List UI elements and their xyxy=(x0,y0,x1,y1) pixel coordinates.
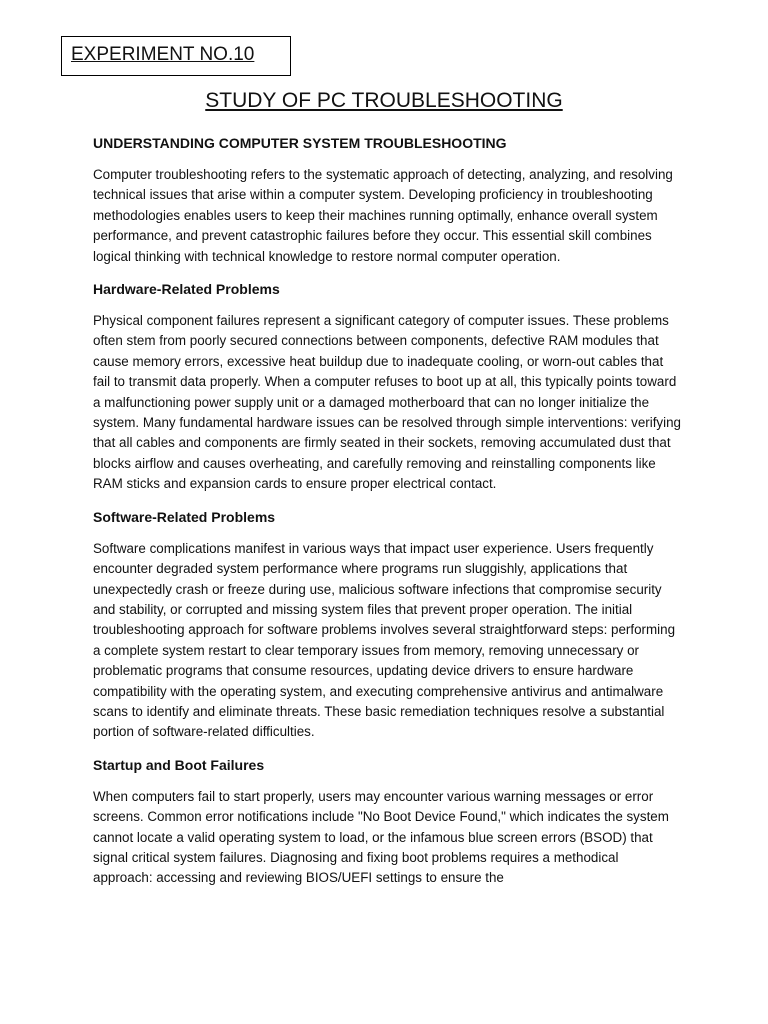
section-hardware xyxy=(93,279,681,495)
experiment-label: EXPERIMENT NO.10 xyxy=(71,44,255,65)
section-boot xyxy=(93,755,681,889)
experiment-label-box xyxy=(61,36,291,76)
section-paragraph: Software complications manifest in various ways that impact user experience. Users frequently encounter degraded system performance where programs run sluggishly, applications that unexpectedly crash or freeze during use, malicious software infections that compromise security and stability, or corrupted and missing system files that prevent proper operation. The initial troubleshooting approach for software problems involves several straightforward steps: performing a complete system restart to clear temporary issues from memory, removing unnecessary or problematic programs that consume resources, updating device drivers to ensure hardware compatibility with the operating system, and executing comprehensive antivirus and antimalware scans to identify and eliminate threats. These basic remediation techniques resolve a substantial portion of software-related difficulties. xyxy=(93,540,676,740)
section-software xyxy=(93,507,681,743)
section-paragraph: When computers fail to start properly, users may encounter various warning messages or error screens. Common error notifications include "No Boot Device Found," which indicates the system cannot locate a valid operating system to load, or the infamous blue screen errors (BSOD) that signal critical system failures. Diagnosing and fixing boot problems requires a methodical approach: accessing and reviewing BIOS/UEFI settings to ensure the xyxy=(93,788,669,886)
section-heading: Software-Related Problems xyxy=(93,508,276,525)
section-paragraph: Computer troubleshooting refers to the systematic approach of detecting, analyzing, and resolving technical issues that arise within a computer system. Developing proficiency in troubleshooting methodologies enables users to keep their machines running optimally, enhance overall system performance, and prevent catastrophic failures before they occur. This essential skill combines logical thinking with technical knowledge to restore normal computer operation. xyxy=(93,167,673,264)
section-heading: Startup and Boot Failures xyxy=(93,756,265,773)
page-title: STUDY OF PC TROUBLESHOOTING xyxy=(205,89,563,112)
section-paragraph: Physical component failures represent a significant category of computer issues. These problems often stem from poorly secured connections between components, defective RAM modules that cause memory errors, excessive heat buildup due to inadequate cooling, or worn-out cables that fail to transmit data properly. When a computer refuses to boot up at all, this typically points toward a malfunctioning power supply unit or a damaged motherboard that can no longer initialize the system. Many fundamental hardware issues can be resolved through simple interventions: verifying that all cables and components are firmly seated in their sockets, removing accumulated dust that blocks airflow and causes overheating, and carefully removing and reinstalling components like RAM sticks and expansion cards to ensure proper electrical contact. xyxy=(93,313,681,492)
section-intro xyxy=(93,133,681,267)
section-heading: Hardware-Related Problems xyxy=(93,281,280,298)
document-body xyxy=(93,133,681,901)
section-heading: UNDERSTANDING COMPUTER SYSTEM TROUBLESHOOTING xyxy=(93,135,507,151)
